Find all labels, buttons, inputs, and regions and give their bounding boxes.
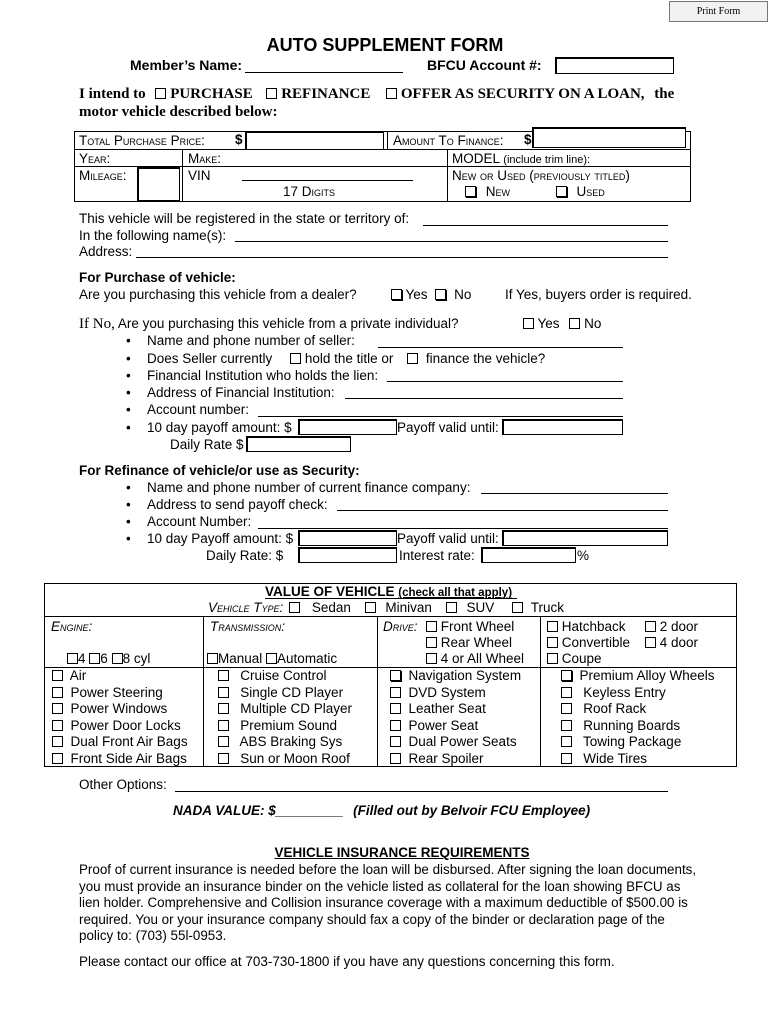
nada-row	[173, 803, 590, 818]
account-number-field[interactable]	[555, 57, 674, 74]
dealer-question: Are you purchasing this vehicle from a dealer?	[79, 287, 357, 302]
front-wheel-checkbox[interactable]	[426, 621, 437, 632]
daily-rate-label: Daily Rate $	[170, 437, 244, 452]
dealer-no-checkbox[interactable]	[435, 289, 446, 300]
insurance-line: Proof of current insurance is needed before the loan will be disbursed. After signing the loan documents,	[79, 862, 697, 877]
option-checkbox[interactable]	[52, 703, 63, 714]
interest-rate-label: Interest rate:	[399, 548, 475, 563]
option-checkbox[interactable]	[390, 687, 401, 698]
make-label: Make:	[188, 151, 222, 166]
option-checkbox[interactable]	[390, 720, 401, 731]
sedan-checkbox[interactable]	[289, 602, 300, 613]
member-name-label: Member’s Name:	[130, 57, 243, 73]
seller-finance-text: finance the vehicle?	[425, 351, 546, 366]
if-no-prefix: If No,	[79, 316, 115, 332]
refi-daily-rate-field[interactable]	[298, 547, 397, 563]
hatchback-label: Hatchback	[561, 619, 626, 634]
cyl-4-label: 4	[78, 651, 86, 666]
option-checkbox[interactable]	[218, 753, 229, 764]
manual-checkbox[interactable]	[207, 653, 218, 664]
hatchback-checkbox[interactable]	[547, 621, 558, 632]
refi-payoff-item: • 10 day Payoff amount: $	[147, 531, 293, 546]
option-checkbox[interactable]	[52, 736, 63, 747]
dealer-yes-checkbox[interactable]	[391, 289, 402, 300]
refi-payoff-valid-label: Payoff valid until:	[397, 531, 499, 546]
option-checkbox[interactable]	[561, 736, 572, 747]
refi-payoff-valid-field[interactable]	[502, 530, 668, 546]
cyl-6-label: 6	[100, 651, 108, 666]
purchase-heading: For Purchase of vehicle:	[79, 270, 236, 285]
refi-daily-rate-label: Daily Rate: $	[206, 548, 284, 563]
payoff-amount-field[interactable]	[298, 419, 397, 435]
option-item: Dual Front Air Bags	[52, 734, 188, 751]
finance-company-line[interactable]	[481, 493, 668, 494]
convertible-label: Convertible	[561, 635, 631, 650]
coupe-option	[547, 651, 602, 666]
front-wheel-label: Front Wheel	[440, 619, 515, 634]
purchase-checkbox[interactable]	[155, 88, 166, 99]
truck-checkbox[interactable]	[512, 602, 523, 613]
vin-line[interactable]	[242, 180, 413, 181]
insurance-line: policy to: (703) 55l-0953.	[79, 928, 227, 943]
two-door-label: 2 door	[659, 619, 699, 634]
year-label: Year:	[79, 151, 111, 166]
dealer-yes-no	[391, 287, 471, 302]
purchase-label: PURCHASE	[170, 86, 253, 102]
dealer-yes-label: Yes	[405, 287, 428, 302]
option-item: Air	[52, 668, 188, 685]
print-form-button[interactable]: Print Form	[669, 1, 768, 22]
suv-label: SUV	[466, 600, 495, 615]
four-door-option	[645, 635, 698, 650]
option-item: Roof Rack	[561, 701, 715, 718]
lien-holder-line[interactable]	[387, 381, 623, 382]
daily-rate-field[interactable]	[246, 436, 351, 452]
minivan-checkbox[interactable]	[365, 602, 376, 613]
option-checkbox[interactable]	[390, 753, 401, 764]
option-checkbox[interactable]	[52, 670, 63, 681]
registration-state-label: This vehicle will be registered in the state or territory of:	[79, 211, 410, 226]
four-door-checkbox[interactable]	[645, 637, 656, 648]
private-no-checkbox[interactable]	[569, 318, 580, 329]
model-note: (include trim line):	[503, 154, 591, 166]
intent-line2: motor vehicle described below:	[79, 104, 278, 120]
registration-address-label: Address:	[79, 244, 133, 259]
seller-currently-text: Does Seller currently	[147, 351, 273, 366]
nada-label: NADA VALUE: $_________	[173, 803, 344, 818]
option-checkbox[interactable]	[561, 753, 572, 764]
private-no-label: No	[584, 316, 602, 331]
total-price-label: Total Purchase Price:	[79, 133, 205, 148]
cyl-6-checkbox[interactable]	[89, 653, 100, 664]
member-name-line[interactable]	[245, 72, 403, 73]
option-checkbox[interactable]	[218, 703, 229, 714]
option-checkbox[interactable]	[52, 753, 63, 764]
coupe-checkbox[interactable]	[547, 653, 558, 664]
lien-holder-item: • Financial Institution who holds the lien:	[147, 368, 378, 383]
cyl-8-label: 8 cyl	[122, 651, 151, 666]
used-label: Used	[576, 184, 605, 199]
option-item: Front Side Air Bags	[52, 751, 188, 768]
hatchback-option	[547, 619, 626, 634]
rear-wheel-label: Rear Wheel	[440, 635, 513, 650]
refinance-label: REFINANCE	[281, 86, 371, 102]
private-question-row	[79, 316, 459, 333]
if-yes-note: If Yes, buyers order is required.	[505, 287, 692, 302]
option-checkbox[interactable]	[561, 687, 572, 698]
option-checkbox[interactable]	[561, 703, 572, 714]
options-col-4	[561, 668, 715, 767]
option-item: Leather Seat	[390, 701, 521, 718]
front-wheel-option	[426, 619, 514, 634]
option-item: Rear Spoiler	[390, 751, 521, 768]
registration-address-line[interactable]	[136, 257, 668, 258]
security-label: OFFER AS SECURITY ON A LOAN,	[400, 86, 645, 102]
account-label: BFCU Account #:	[427, 57, 542, 73]
new-or-used-label: New or Used (previously titled)	[452, 168, 630, 183]
option-item: Premium Sound	[218, 718, 352, 735]
option-item: Single CD Player	[218, 685, 352, 702]
transmission-label: Transmission:	[210, 619, 286, 634]
security-checkbox[interactable]	[386, 88, 397, 99]
new-checkbox[interactable]	[465, 186, 476, 197]
intent-prefix: I intend to	[79, 86, 146, 102]
vin-digits-label: 17 Digits	[283, 184, 336, 199]
dealer-no-label: No	[454, 287, 472, 302]
option-checkbox[interactable]	[52, 720, 63, 731]
institution-address-item: • Address of Financial Institution:	[147, 385, 335, 400]
private-question: Are you purchasing this vehicle from a private individual?	[117, 316, 459, 331]
insurance-line: required. You or your insurance company should fax a copy of the binder or declaration page of the	[79, 911, 665, 927]
form-title: AUTO SUPPLEMENT FORM	[266, 35, 504, 55]
two-door-option	[645, 619, 698, 634]
registration-names-line[interactable]	[235, 241, 668, 242]
minivan-label: Minivan	[385, 600, 432, 615]
all-wheel-label: 4 or All Wheel	[440, 651, 525, 666]
option-item: Cruise Control	[218, 668, 352, 685]
payoff-address-item: • Address to send payoff check:	[147, 497, 328, 512]
refinance-checkbox[interactable]	[266, 88, 277, 99]
intent-the: the	[654, 86, 675, 102]
option-item: ABS Braking Sys	[218, 734, 352, 751]
insurance-line: lien holder. Comprehensive and Collision insurance coverage with a maximum deductible of $500.00 is	[79, 895, 688, 910]
option-checkbox[interactable]	[218, 736, 229, 747]
account-number-item: • Account number:	[147, 402, 249, 417]
registration-names-label: In the following name(s):	[79, 228, 227, 243]
options-col-3	[390, 668, 521, 767]
mileage-label: Mileage:	[79, 168, 127, 183]
option-item: Towing Package	[561, 734, 715, 751]
option-item: Premium Alloy Wheels	[561, 668, 715, 685]
option-item: Keyless Entry	[561, 685, 715, 702]
refi-account-item: • Account Number:	[147, 514, 251, 529]
rear-wheel-option	[426, 635, 512, 650]
option-checkbox[interactable]	[52, 687, 63, 698]
option-item: Dual Power Seats	[390, 734, 521, 751]
private-yes-checkbox[interactable]	[523, 318, 534, 329]
value-heading-note: (check all that apply)	[398, 587, 513, 599]
private-yes-label: Yes	[537, 316, 560, 331]
payoff-valid-field[interactable]	[502, 419, 623, 435]
refi-account-line[interactable]	[258, 528, 668, 529]
option-checkbox[interactable]	[561, 720, 572, 731]
options-col-1	[52, 668, 188, 767]
cyl-8-checkbox[interactable]	[112, 653, 123, 664]
seller-holds-item	[147, 351, 545, 366]
used-checkbox[interactable]	[556, 186, 567, 197]
all-wheel-option	[426, 651, 524, 666]
seller-title-checkbox[interactable]	[290, 353, 301, 364]
option-checkbox[interactable]	[390, 670, 401, 681]
other-options-line[interactable]	[175, 791, 668, 792]
contact-text: Please contact our office at 703-730-1800 if you have any questions concerning this form.	[79, 954, 615, 969]
options-col-2	[218, 668, 352, 767]
new-used-row	[465, 184, 605, 199]
option-item: Power Windows	[52, 701, 188, 718]
registration-state-line[interactable]	[423, 225, 668, 226]
total-price-field[interactable]	[245, 131, 384, 150]
payoff-valid-label: Payoff valid until:	[397, 420, 499, 435]
option-item: DVD System	[390, 685, 521, 702]
suv-checkbox[interactable]	[446, 602, 457, 613]
amount-finance-dollar: $	[524, 132, 532, 147]
four-door-label: 4 door	[659, 635, 699, 650]
rear-wheel-checkbox[interactable]	[426, 637, 437, 648]
automatic-label: Automatic	[277, 651, 338, 666]
mileage-field[interactable]	[137, 167, 180, 201]
nada-note: (Filled out by Belvoir FCU Employee)	[353, 803, 591, 818]
all-wheel-checkbox[interactable]	[426, 653, 437, 664]
model-label	[452, 151, 590, 166]
amount-finance-field[interactable]	[532, 127, 686, 148]
percent-sign: %	[577, 548, 590, 563]
value-heading-text: VALUE OF VEHICLE	[265, 584, 395, 599]
option-checkbox[interactable]	[218, 687, 229, 698]
payoff-address-line[interactable]	[337, 510, 668, 511]
option-item: Navigation System	[390, 668, 521, 685]
account-number-line[interactable]	[258, 416, 623, 417]
sedan-label: Sedan	[311, 600, 351, 615]
cyl-4-checkbox[interactable]	[67, 653, 78, 664]
seller-finance-checkbox[interactable]	[407, 353, 418, 364]
option-item: Sun or Moon Roof	[218, 751, 352, 768]
amount-finance-label: Amount To Finance:	[393, 133, 504, 148]
option-item: Wide Tires	[561, 751, 715, 768]
option-checkbox[interactable]	[561, 670, 572, 681]
truck-label: Truck	[530, 600, 564, 615]
vehicle-type-label: Vehicle Type:	[208, 600, 284, 615]
model-text: MODEL	[452, 151, 500, 166]
option-checkbox[interactable]	[390, 703, 401, 714]
insurance-text	[79, 862, 696, 945]
option-item: Running Boards	[561, 718, 715, 735]
refinance-heading: For Refinance of vehicle/or use as Security:	[79, 463, 360, 478]
vin-label: VIN	[188, 168, 211, 183]
two-door-checkbox[interactable]	[645, 621, 656, 632]
seller-name-line[interactable]	[378, 347, 623, 348]
finance-company-item: • Name and phone number of current finance company:	[147, 480, 470, 495]
insurance-heading: VEHICLE INSURANCE REQUIREMENTS	[274, 845, 530, 860]
option-item: Power Door Locks	[52, 718, 188, 735]
other-options-label: Other Options:	[79, 777, 167, 792]
drive-label: Drive:	[383, 619, 418, 634]
manual-label: Manual	[218, 651, 263, 666]
intent-row	[79, 86, 674, 103]
convertible-option	[547, 635, 630, 650]
private-yes-no	[523, 316, 601, 331]
option-checkbox[interactable]	[218, 720, 229, 731]
cylinder-row	[67, 651, 150, 666]
vehicle-value-heading	[265, 584, 512, 599]
option-item: Multiple CD Player	[218, 701, 352, 718]
transmission-row	[207, 651, 337, 666]
new-label: New	[485, 184, 511, 199]
option-item: Power Steering	[52, 685, 188, 702]
convertible-checkbox[interactable]	[547, 637, 558, 648]
total-price-dollar: $	[235, 132, 243, 147]
option-item: Power Seat	[390, 718, 521, 735]
insurance-line: you must provide an insurance binder on the vehicle listed as collateral for the loan showing BFCU as	[79, 878, 681, 894]
coupe-label: Coupe	[561, 651, 602, 666]
automatic-checkbox[interactable]	[266, 653, 277, 664]
engine-label: Engine:	[51, 619, 93, 634]
seller-title-text: hold the title or	[304, 351, 394, 366]
payoff-amount-item: • 10 day payoff amount: $	[147, 420, 292, 435]
vehicle-type-row	[208, 600, 564, 615]
interest-rate-field[interactable]	[481, 547, 576, 563]
refi-payoff-field[interactable]	[298, 530, 397, 546]
option-checkbox[interactable]	[390, 736, 401, 747]
institution-address-line[interactable]	[345, 398, 623, 399]
option-checkbox[interactable]	[218, 670, 229, 681]
seller-name-item: • Name and phone number of seller:	[147, 333, 355, 348]
